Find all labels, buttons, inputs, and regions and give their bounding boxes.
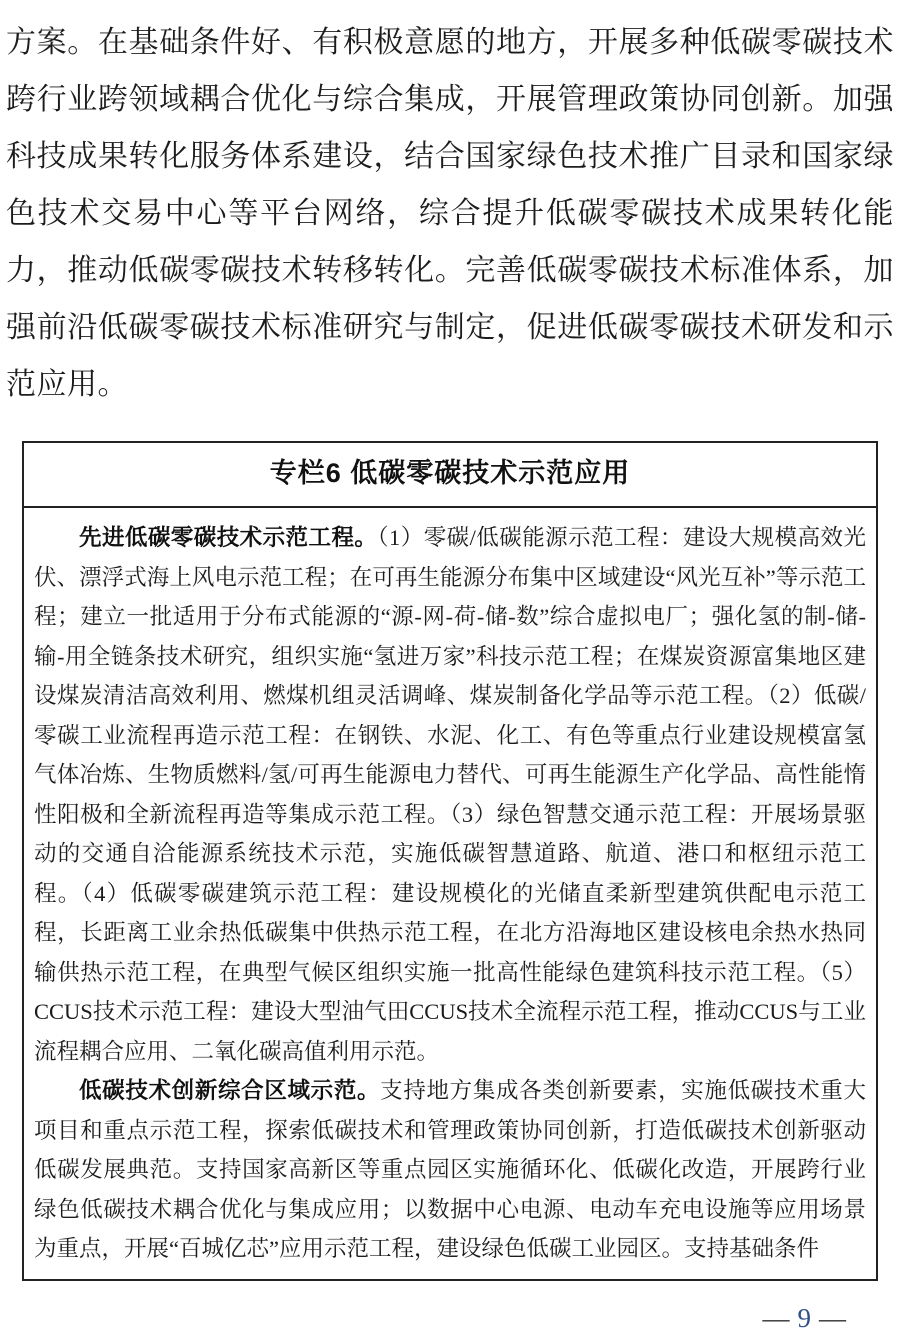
box-paragraph-lead: 先进低碳零碳技术示范工程。	[79, 525, 378, 550]
box-paragraph: 低碳技术创新综合区域示范。支持地方集成各类创新要素，实施低碳技术重大项目和重点示范工程，探索低碳技术和管理政策协同创新，打造低碳技术创新驱动低碳发展典范。支持国家高新区等重点园区实施循环化、低碳化改造，开展跨行业绿色低碳技术耦合优化与集成应用；以数据中心电源、电动车充电设施等应用场景为重点，开展“百城亿芯”应用示范工程，建设绿色低碳工业园区。支持基础条件	[34, 1078, 866, 1261]
column-box	[22, 441, 878, 1281]
page-number-right-dash: —	[819, 1303, 846, 1333]
box-paragraph-lead: 低碳技术创新综合区域示范。	[79, 1078, 381, 1103]
box-paragraph: 先进低碳零碳技术示范工程。（1）零碳/低碳能源示范工程：建设大规模高效光伏、漂浮式海上风电示范工程；在可再生能源分布集中区域建设“风光互补”等示范工程；建立一批适用于分布式能源的“源-网-荷-储-数”综合虚拟电厂；强化氢的制-储-输-用全链条技术研究，组织实施“氢进万家”科技示范工程；在煤炭资源富集地区建设煤炭清洁高效利用、燃煤机组灵活调峰、煤炭制备化学品等示范工程。（2）低碳/零碳工业流程再造示范工程：在钢铁、水泥、化工、有色等重点行业建设规模富氢气体冶炼、生物质燃料/氢/可再生能源电力替代、可再生能源生产化学品、高性能惰性阳极和全新流程再造等集成示范工程。（3）绿色智慧交通示范工程：开展场景驱动的交通自洽能源系统技术示范，实施低碳智慧道路、航道、港口和枢纽示范工程。（4）低碳零碳建筑示范工程：建设规模化的光储直柔新型建筑供配电示范工程，长距离工业余热低碳集中供热示范工程，在北方沿海地区建设核电余热水热同输供热示范工程，在典型气候区组织实施一批高性能绿色建筑科技示范工程。（5）CCUS技术示范工程：建设大型油气田CCUS技术全流程示范工程，推动CCUS与工业流程耦合应用、二氧化碳高值利用示范。	[34, 525, 866, 1064]
intro-paragraph: 方案。在基础条件好、有积极意愿的地方，开展多种低碳零碳技术跨行业跨领域耦合优化与综合集成，开展管理政策协同创新。加强科技成果转化服务体系建设，结合国家绿色技术推广目录和国家绿色技术交易中心等平台网络，综合提升低碳零碳技术成果转化能力，推动低碳零碳技术转移转化。完善低碳零碳技术标准体系，加强前沿低碳零碳技术标准研究与制定，促进低碳零碳技术研发和示范应用。	[6, 26, 894, 401]
column-box-body	[24, 508, 876, 1279]
column-box-title: 专栏6 低碳零碳技术示范应用	[24, 443, 876, 508]
page-number-left-dash: —	[762, 1303, 790, 1333]
page-number-value: 9	[797, 1303, 811, 1333]
page-number	[755, 1303, 855, 1334]
